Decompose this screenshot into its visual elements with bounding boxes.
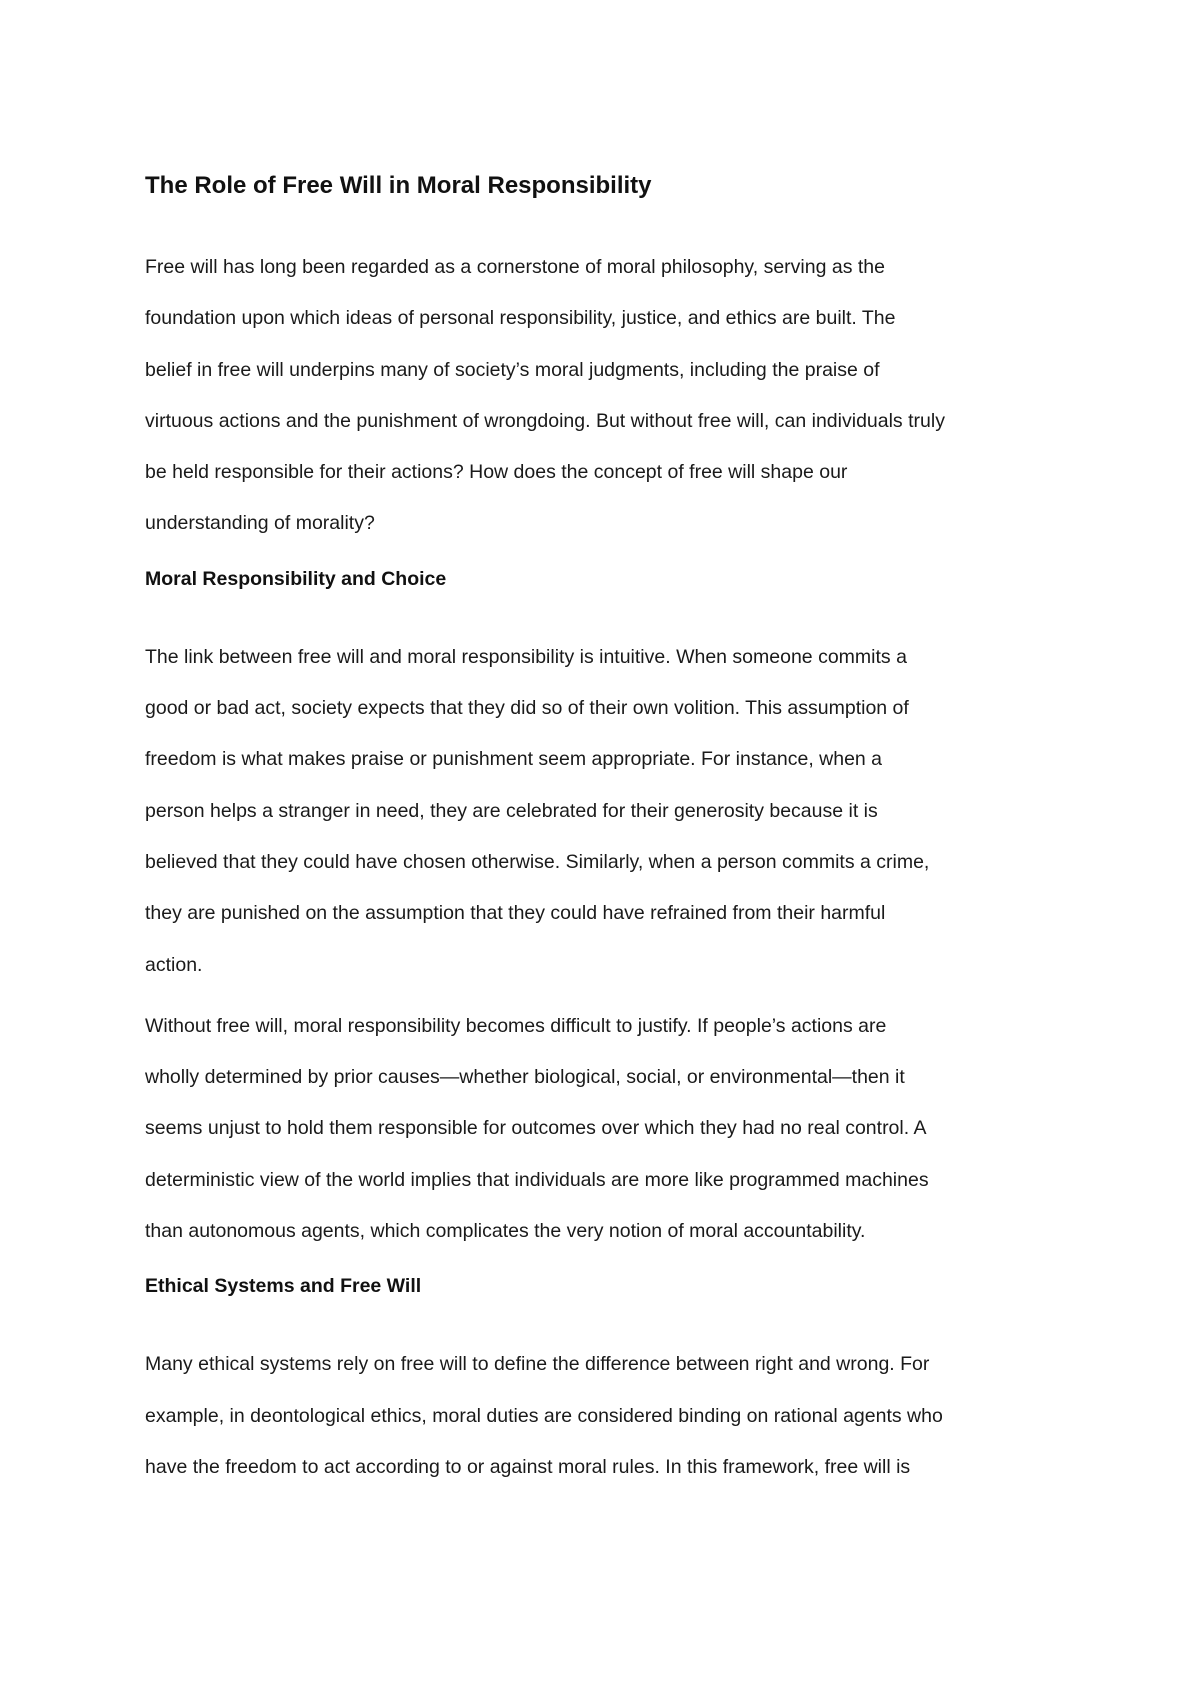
paragraph-line: example, in deontological ethics, moral duties are considered binding on rational agents who xyxy=(145,1404,943,1427)
paragraph-line: foundation upon which ideas of personal responsibility, justice, and ethics are built. The xyxy=(145,307,896,330)
paragraph-line: understanding of morality? xyxy=(145,512,375,535)
paragraph-line: deterministic view of the world implies that individuals are more like programmed machines xyxy=(145,1168,929,1191)
paragraph-line: belief in free will underpins many of society’s moral judgments, including the praise of xyxy=(145,358,880,381)
section1-paragraph-1 xyxy=(145,632,1075,991)
section2-paragraph-1 xyxy=(145,1339,1075,1493)
section1-paragraph-2 xyxy=(145,1001,1075,1257)
document-title: The Role of Free Will in Moral Responsibility xyxy=(145,172,652,199)
paragraph-line: freedom is what makes praise or punishment seem appropriate. For instance, when a xyxy=(145,748,883,771)
document-content xyxy=(145,170,1075,1503)
paragraph-line: person helps a stranger in need, they are celebrated for their generosity because it is xyxy=(145,799,878,822)
paragraph-line: have the freedom to act according to or against moral rules. In this framework, free will is xyxy=(145,1455,911,1478)
paragraph-line: they are punished on the assumption that they could have refrained from their harmful xyxy=(145,902,886,925)
paragraph-line: Without free will, moral responsibility becomes difficult to justify. If people’s actions are xyxy=(145,1014,887,1037)
paragraph-line: be held responsible for their actions? How does the concept of free will shape our xyxy=(145,461,848,484)
section-heading-ethical-systems: Ethical Systems and Free Will xyxy=(145,1275,422,1298)
paragraph-line: action. xyxy=(145,953,203,976)
paragraph-line: believed that they could have chosen otherwise. Similarly, when a person commits a crime, xyxy=(145,850,930,873)
paragraph-line: virtuous actions and the punishment of wrongdoing. But without free will, can individuals truly xyxy=(145,409,945,432)
paragraph-line: Free will has long been regarded as a cornerstone of moral philosophy, serving as the xyxy=(145,256,885,278)
paragraph-line: wholly determined by prior causes—whether biological, social, or environmental—then it xyxy=(145,1066,905,1089)
paragraph-line: seems unjust to hold them responsible for outcomes over which they had no real control. A xyxy=(145,1117,927,1140)
paragraph-line: good or bad act, society expects that they did so of their own volition. This assumption of xyxy=(145,697,909,720)
paragraph-line: than autonomous agents, which complicates the very notion of moral accountability. xyxy=(145,1220,866,1243)
section-heading-moral-responsibility: Moral Responsibility and Choice xyxy=(145,567,447,590)
paragraph-line: Many ethical systems rely on free will to define the difference between right and wrong. For xyxy=(145,1353,930,1376)
intro-paragraph xyxy=(145,242,1075,550)
paragraph-line: The link between free will and moral responsibility is intuitive. When someone commits a xyxy=(145,645,907,668)
